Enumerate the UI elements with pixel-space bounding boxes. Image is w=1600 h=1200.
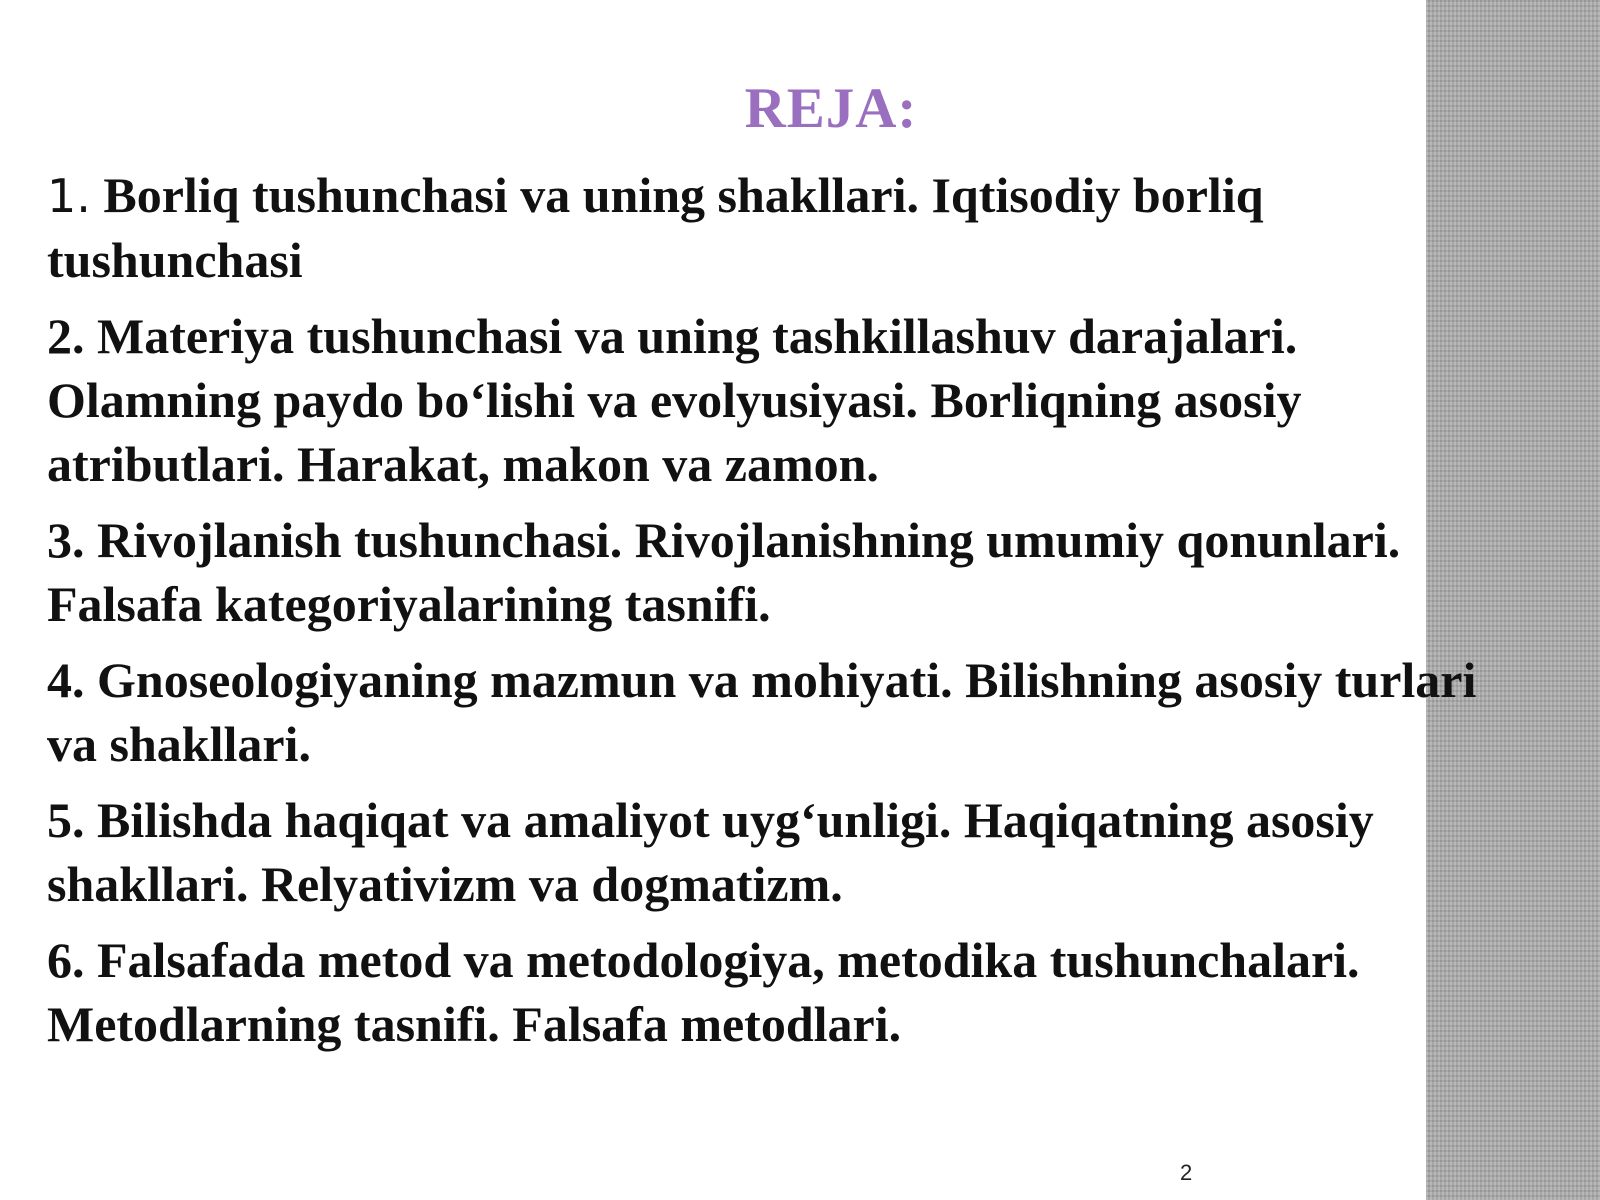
plan-item-number: 3. (47, 512, 85, 568)
plan-item-5 (47, 788, 1517, 916)
plan-item-number: 6. (47, 932, 85, 988)
plan-item-2 (47, 304, 1517, 496)
plan-item-text: Borliq tushunchasi va uning shakllari. Iqtisodiy borliq tushunchasi (47, 167, 1264, 288)
plan-item-text: Rivojlanish tushunchasi. Rivojlanishning umumiy qonunlari. Falsafa kategoriyalarining tasnifi. (47, 512, 1401, 632)
plan-item-number: 1. (47, 169, 91, 223)
plan-item-number: 4. (47, 652, 85, 708)
plan-item-number: 5. (47, 792, 85, 848)
plan-item-text: Materiya tushunchasi va uning tashkillashuv darajalari. Olamning paydo bo‘lishi va evolyusiyasi. Borliqning asosiy atributlari. Harakat, makon va zamon. (47, 308, 1302, 492)
plan-item-text: Falsafada metod va metodologiya, metodika tushunchalari. Metodlarning tasnifi. Falsafa metodlari. (47, 932, 1360, 1052)
page-number: 2 (1180, 1160, 1193, 1185)
plan-item-1 (47, 163, 1517, 292)
plan-list (47, 163, 1517, 1068)
plan-item-6 (47, 928, 1517, 1056)
plan-item-text: Bilishda haqiqat va amaliyot uyg‘unligi. Haqiqatning asosiy shakllari. Relyativizm va dogmatizm. (47, 792, 1374, 912)
plan-item-4 (47, 648, 1517, 776)
plan-item-number: 2. (47, 308, 85, 364)
slide-title: REJA: (744, 77, 918, 140)
plan-item-text: Gnoseologiyaning mazmun va mohiyati. Bilishning asosiy turlari va shakllari. (47, 652, 1477, 772)
plan-item-3 (47, 508, 1517, 636)
